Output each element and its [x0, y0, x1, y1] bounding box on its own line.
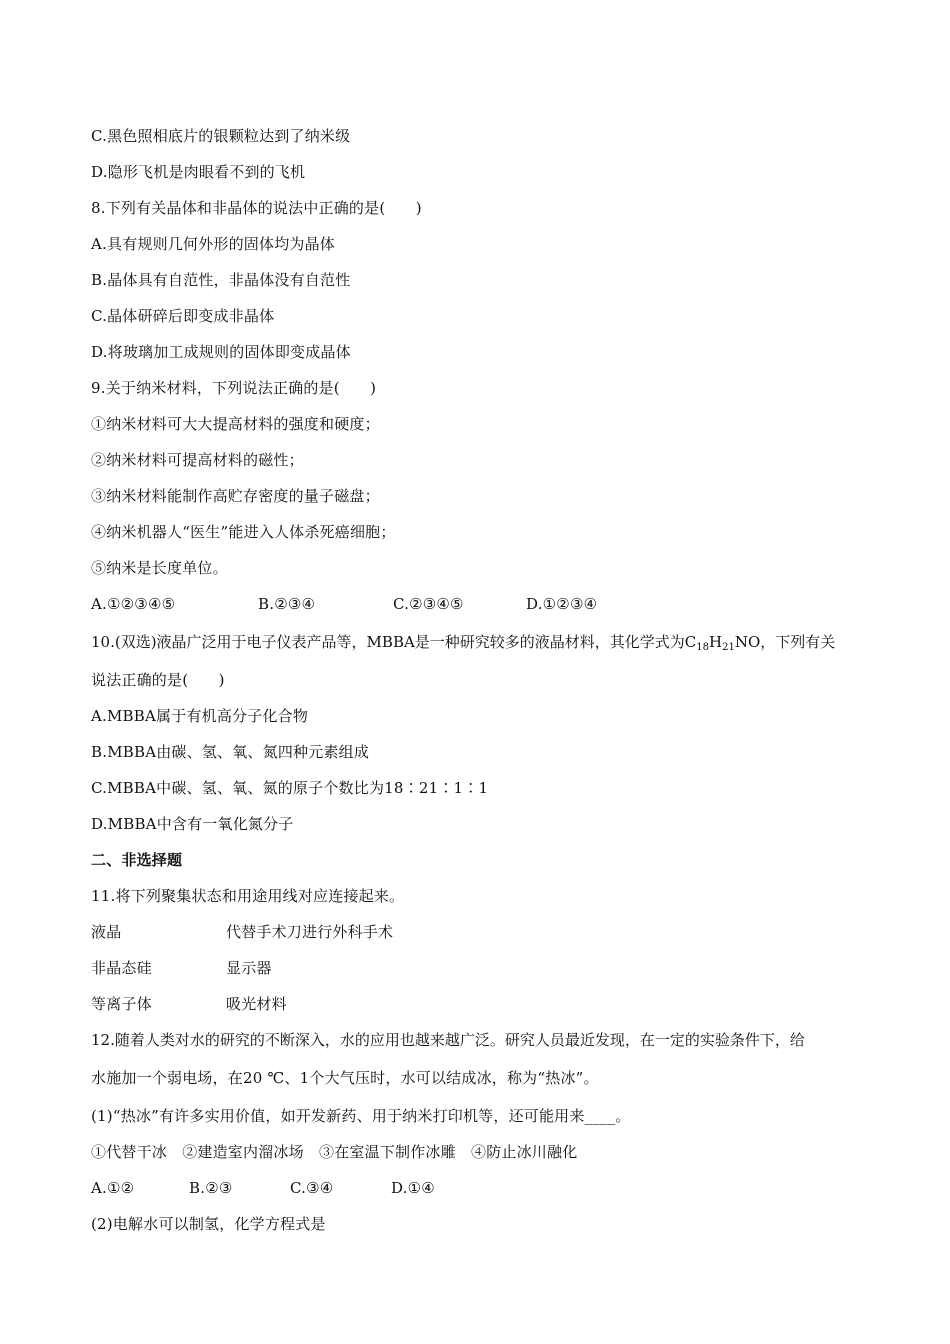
q9-option-a: A.①②③④⑤	[91, 595, 176, 613]
q11-use: 显示器	[226, 959, 272, 977]
q10-stem-post: NO，下列有关	[734, 633, 836, 651]
q10-option-b: B.MBBA由碳、氢、氧、氮四种元素组成	[91, 743, 370, 761]
q9-statement-5: ⑤纳米是长度单位。	[91, 559, 228, 577]
q11-use: 代替手术刀进行外科手术	[226, 923, 394, 941]
q10-stem	[91, 632, 835, 658]
q8-stem: 8.下列有关晶体和非晶体的说法中正确的是( )	[91, 199, 422, 217]
q10-formula-h: H	[709, 633, 723, 651]
q9-statement-1: ①纳米材料可大大提高材料的强度和硬度；	[91, 415, 380, 433]
q11-state: 液晶	[91, 923, 122, 941]
q12-option-d: D.①④	[391, 1179, 435, 1197]
q7-option-c: C.黑色照相底片的银颗粒达到了纳米级	[91, 127, 351, 145]
q11-state: 等离子体	[91, 995, 152, 1013]
q11-state: 非晶态硅	[91, 959, 152, 977]
q9-statement-3: ③纳米材料能制作高贮存密度的量子磁盘；	[91, 487, 380, 505]
section-heading: 二、非选择题	[91, 851, 183, 869]
q11-use: 吸光材料	[226, 995, 287, 1013]
q10-option-a: A.MBBA属于有机高分子化合物	[91, 707, 309, 725]
q10-formula-sub-c: 18	[696, 642, 710, 653]
q12-options	[91, 1178, 511, 1198]
q11-row	[91, 994, 491, 1014]
q10-stem-pre: 10.(双选)液晶广泛用于电子仪表产品等，MBBA是一种研究较多的液晶材料，其化学式为C	[91, 633, 697, 651]
q9-options	[91, 594, 651, 614]
q8-option-c: C.晶体研碎后即变成非晶体	[91, 307, 275, 325]
q9-option-b: B.②③④	[258, 595, 316, 613]
q11-row	[91, 958, 491, 978]
q12-option-a: A.①②	[91, 1179, 135, 1197]
q12-part1: (1)“热冰”有许多实用价值，如开发新药、用于纳米打印机等，还可能用来____。	[91, 1107, 631, 1125]
q9-option-d: D.①②③④	[526, 595, 598, 613]
q10-option-d: D.MBBA中含有一氧化氮分子	[91, 815, 294, 833]
q12-option-b: B.②③	[189, 1179, 233, 1197]
q11-stem: 11.将下列聚集状态和用途用线对应连接起来。	[91, 887, 405, 905]
q12-option-c: C.③④	[290, 1179, 334, 1197]
q12-part2: (2)电解水可以制氢，化学方程式是	[91, 1215, 326, 1233]
q9-stem: 9.关于纳米材料，下列说法正确的是( )	[91, 379, 377, 397]
q11-row	[91, 922, 491, 942]
q7-option-d: D.隐形飞机是肉眼看不到的飞机	[91, 163, 306, 181]
q9-option-c: C.②③④⑤	[393, 595, 464, 613]
q10-formula-sub-h: 21	[722, 642, 735, 653]
q8-option-a: A.具有规则几何外形的固体均为晶体	[91, 235, 336, 253]
q12-stem-line2: 水施加一个弱电场，在20 ℃、1个大气压时，水可以结成冰，称为“热冰”。	[91, 1069, 599, 1087]
q8-option-b: B.晶体具有自范性，非晶体没有自范性	[91, 271, 351, 289]
q10-option-c: C.MBBA中碳、氢、氧、氮的原子个数比为18∶21∶1∶1	[91, 779, 489, 797]
q12-stem: 12.随着人类对水的研究的不断深入，水的应用也越来越广泛。研究人员最近发现，在一定的实验条件下，给	[91, 1031, 805, 1049]
q8-option-d: D.将玻璃加工成规则的固体即变成晶体	[91, 343, 351, 361]
q10-stem-line2: 说法正确的是( )	[91, 671, 225, 689]
q9-statement-2: ②纳米材料可提高材料的磁性；	[91, 451, 304, 469]
q9-statement-4: ④纳米机器人“医生”能进入人体杀死癌细胞；	[91, 523, 396, 541]
q12-choices: ①代替干冰 ②建造室内溜冰场 ③在室温下制作冰雕 ④防止冰川融化	[91, 1143, 578, 1161]
